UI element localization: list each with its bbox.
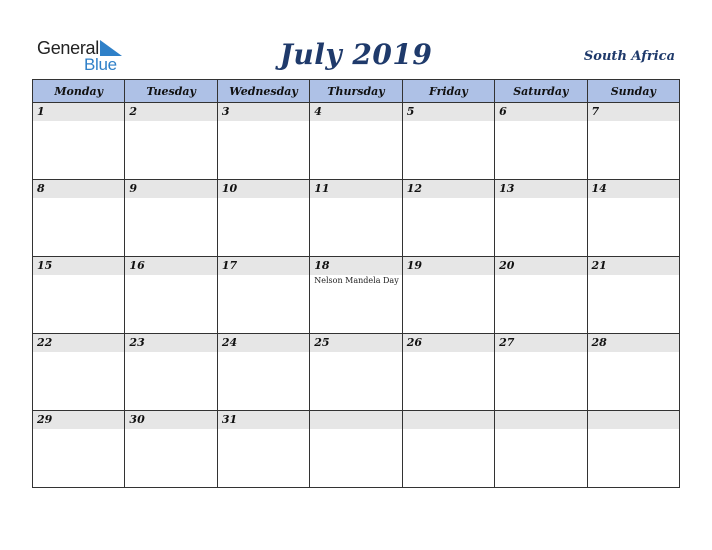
calendar-week-row	[33, 334, 680, 411]
day-cell	[217, 334, 309, 411]
day-number-strip	[588, 103, 679, 121]
day-number: 29	[37, 413, 53, 426]
day-cell	[217, 257, 309, 334]
day-number: 17	[221, 259, 238, 272]
weekday-header: Tuesday	[125, 80, 217, 103]
day-number: 24	[221, 336, 238, 349]
day-number: 18	[314, 259, 330, 272]
day-number: 5	[406, 105, 415, 118]
weekday-header: Friday	[402, 80, 494, 103]
day-number-strip	[33, 180, 124, 198]
day-number: 9	[129, 182, 138, 195]
day-number: 19	[406, 259, 422, 272]
calendar-grid	[32, 79, 680, 488]
day-number-strip	[403, 411, 494, 429]
day-number-strip	[218, 334, 309, 352]
weekday-header: Monday	[33, 80, 125, 103]
day-number-strip	[125, 103, 216, 121]
day-cell	[217, 103, 309, 180]
day-cell	[125, 257, 217, 334]
day-cell	[125, 411, 217, 488]
calendar-week-row	[33, 180, 680, 257]
day-cell	[495, 334, 587, 411]
day-cell	[310, 411, 402, 488]
day-number-strip	[403, 103, 494, 121]
day-cell	[402, 257, 494, 334]
day-cell	[587, 180, 679, 257]
day-number: 22	[37, 336, 53, 349]
day-number: 20	[499, 259, 515, 272]
day-cell	[33, 411, 125, 488]
day-number: 8	[37, 182, 45, 195]
day-number: 31	[221, 413, 238, 426]
day-number-strip	[33, 411, 124, 429]
day-cell	[402, 103, 494, 180]
day-cell	[587, 334, 679, 411]
day-cell	[33, 257, 125, 334]
day-number-strip	[588, 180, 679, 198]
day-number-strip	[125, 180, 216, 198]
day-number-strip	[33, 257, 124, 275]
day-number-strip	[33, 334, 124, 352]
day-number-strip	[588, 257, 679, 275]
day-cell	[33, 334, 125, 411]
day-number: 3	[221, 105, 230, 118]
day-cell	[402, 411, 494, 488]
weekday-header: Sunday	[587, 80, 679, 103]
day-cell	[587, 103, 679, 180]
day-number-strip	[125, 411, 216, 429]
day-cell	[125, 334, 217, 411]
day-number-strip	[495, 411, 586, 429]
day-cell	[402, 334, 494, 411]
day-number: 7	[591, 105, 600, 118]
day-number-strip	[495, 180, 586, 198]
day-cell	[495, 180, 587, 257]
calendar-week-row	[33, 257, 680, 334]
logo-text-blue: Blue	[84, 55, 117, 74]
day-number: 1	[37, 105, 45, 118]
day-number-strip	[403, 257, 494, 275]
calendar-week-row	[33, 103, 680, 180]
day-cell	[310, 257, 402, 334]
day-number: 26	[406, 336, 422, 349]
day-number-strip	[588, 411, 679, 429]
day-number: 30	[129, 413, 145, 426]
weekday-header: Wednesday	[217, 80, 309, 103]
day-cell	[217, 180, 309, 257]
day-number-strip	[310, 103, 401, 121]
day-number-strip	[218, 257, 309, 275]
day-cell	[495, 257, 587, 334]
day-number-strip	[310, 334, 401, 352]
day-cell	[310, 103, 402, 180]
holiday-label: Nelson Mandela Day	[314, 276, 399, 285]
day-number-strip	[495, 257, 586, 275]
day-number: 2	[129, 105, 138, 118]
day-cell	[125, 103, 217, 180]
day-cell	[125, 180, 217, 257]
day-number: 28	[591, 336, 607, 349]
day-number-strip	[218, 103, 309, 121]
weekday-header-row	[33, 80, 680, 103]
day-number: 10	[221, 182, 238, 195]
day-number-strip	[495, 103, 586, 121]
day-number-strip	[125, 257, 216, 275]
day-number: 27	[499, 336, 515, 349]
country-label: South Africa	[583, 49, 675, 64]
day-number-strip	[403, 180, 494, 198]
day-number: 21	[591, 259, 607, 272]
day-number-strip	[310, 411, 401, 429]
day-number: 23	[129, 336, 145, 349]
day-cell	[310, 334, 402, 411]
logo-text-general: General	[37, 38, 99, 58]
day-number-strip	[218, 411, 309, 429]
day-number: 12	[406, 182, 422, 195]
day-number-strip	[403, 334, 494, 352]
day-number: 25	[314, 336, 330, 349]
day-cell	[495, 411, 587, 488]
day-cell	[310, 180, 402, 257]
day-number-strip	[125, 334, 216, 352]
day-number-strip	[33, 103, 124, 121]
calendar-title: July 2019	[279, 38, 433, 71]
weekday-header: Thursday	[310, 80, 402, 103]
day-cell	[587, 257, 679, 334]
day-number: 16	[129, 259, 145, 272]
day-cell	[217, 411, 309, 488]
day-number-strip	[310, 257, 401, 275]
calendar-week-row	[33, 411, 680, 488]
day-number-strip	[588, 334, 679, 352]
day-number: 15	[37, 259, 53, 272]
day-cell	[587, 411, 679, 488]
day-number: 4	[314, 105, 322, 118]
day-number-strip	[310, 180, 401, 198]
weekday-header: Saturday	[495, 80, 587, 103]
day-number: 14	[591, 182, 607, 195]
day-number-strip	[495, 334, 586, 352]
day-cell	[495, 103, 587, 180]
day-cell	[402, 180, 494, 257]
day-cell	[33, 180, 125, 257]
day-number: 13	[499, 182, 515, 195]
day-number-strip	[218, 180, 309, 198]
day-cell	[33, 103, 125, 180]
calendar-body	[33, 103, 680, 488]
day-number: 6	[499, 105, 507, 118]
day-number: 11	[314, 182, 330, 195]
